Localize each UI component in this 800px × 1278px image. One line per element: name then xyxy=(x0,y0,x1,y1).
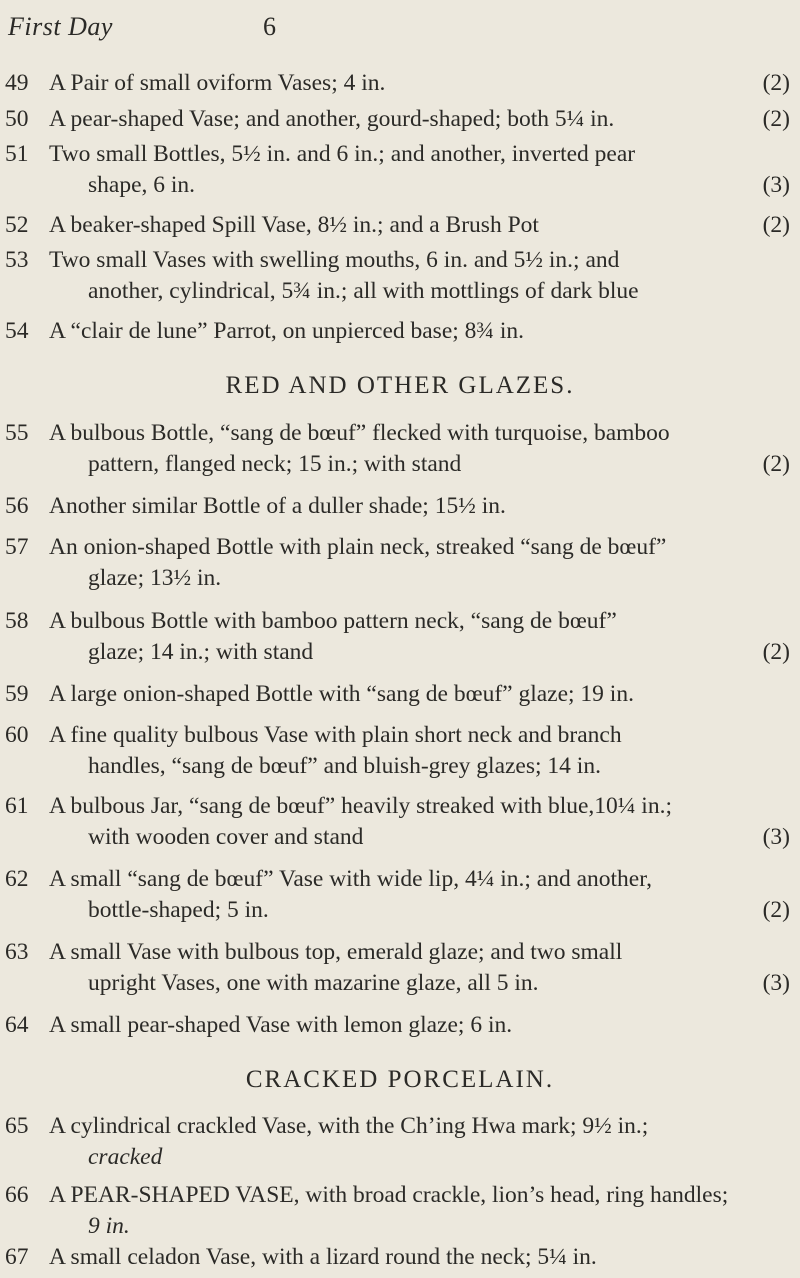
lot-description: Two small Bottles, 5½ in. and 6 in.; and another, inverted pear xyxy=(49,141,636,167)
lot-number: 49 xyxy=(5,70,29,96)
lot-number: 67 xyxy=(5,1244,29,1270)
lot-number: 54 xyxy=(5,318,29,344)
lot-description-continued: glaze; 14 in.; with stand xyxy=(88,639,314,665)
lot-description: A large onion-shaped Bottle with “sang de bœuf” glaze; 19 in. xyxy=(49,681,634,707)
lot-number: 61 xyxy=(5,793,29,819)
lot-description: Another similar Bottle of a duller shade; 15½ in. xyxy=(49,493,506,519)
lot-description: An onion-shaped Bottle with plain neck, streaked “sang de bœuf” xyxy=(49,534,667,560)
lot-number: 64 xyxy=(5,1012,29,1038)
lot-description-continued: cracked xyxy=(88,1144,163,1170)
page-title: First Day xyxy=(8,12,113,41)
lot-description: A cylindrical crackled Vase, with the Ch’ing Hwa mark; 9½ in.; xyxy=(49,1113,649,1139)
lot-quantity: (2) xyxy=(762,897,790,923)
section-heading-cracked-porcelain: CRACKED PORCELAIN. xyxy=(245,1066,555,1093)
lot-number: 53 xyxy=(5,247,29,273)
lot-number: 55 xyxy=(5,420,29,446)
lot-number: 58 xyxy=(5,608,29,634)
lot-description: A beaker-shaped Spill Vase, 8½ in.; and a Brush Pot xyxy=(49,212,539,238)
lot-description: A “clair de lune” Parrot, on unpierced base; 8¾ in. xyxy=(49,318,525,344)
lot-description-continued: handles, “sang de bœuf” and bluish-grey glazes; 14 in. xyxy=(88,753,601,779)
lot-quantity: (2) xyxy=(762,451,790,477)
lot-number: 65 xyxy=(5,1113,29,1139)
lot-quantity: (3) xyxy=(762,824,790,850)
page-number: 6 xyxy=(263,12,277,41)
lot-quantity: (3) xyxy=(762,172,790,198)
lot-number: 57 xyxy=(5,534,29,560)
lot-quantity: (2) xyxy=(762,106,790,132)
lot-description-continued: 9 in. xyxy=(88,1213,130,1239)
lot-number: 66 xyxy=(5,1182,29,1208)
lot-description-continued: glaze; 13½ in. xyxy=(88,565,222,591)
lot-description: A PEAR-SHAPED VASE, with broad crackle, lion’s head, ring handles; xyxy=(49,1182,729,1208)
lot-description: A pear-shaped Vase; and another, gourd-shaped; both 5¼ in. xyxy=(49,106,615,132)
lot-number: 51 xyxy=(5,141,29,167)
lot-description-continued: with wooden cover and stand xyxy=(88,824,364,850)
lot-number: 52 xyxy=(5,212,29,238)
lot-number: 56 xyxy=(5,493,29,519)
lot-description: A bulbous Bottle, “sang de bœuf” flecked with turquoise, bamboo xyxy=(49,420,670,446)
lot-quantity: (3) xyxy=(762,970,790,996)
lot-description: A fine quality bulbous Vase with plain short neck and branch xyxy=(49,722,622,748)
lot-number: 50 xyxy=(5,106,29,132)
lot-number: 60 xyxy=(5,722,29,748)
lot-description-continued: another, cylindrical, 5¾ in.; all with mottlings of dark blue xyxy=(88,278,639,304)
lot-description-continued: pattern, flanged neck; 15 in.; with stand xyxy=(88,451,462,477)
lot-description: A small celadon Vase, with a lizard round the neck; 5¼ in. xyxy=(49,1244,597,1270)
lot-number: 59 xyxy=(5,681,29,707)
lot-description: A bulbous Bottle with bamboo pattern neck, “sang de bœuf” xyxy=(49,608,617,634)
lot-description-continued: shape, 6 in. xyxy=(88,172,196,198)
page-header xyxy=(8,12,277,42)
lot-description: A bulbous Jar, “sang de bœuf” heavily streaked with blue,10¼ in.; xyxy=(49,793,672,819)
lot-quantity: (2) xyxy=(762,639,790,665)
lot-number: 63 xyxy=(5,939,29,965)
lot-description-continued: bottle-shaped; 5 in. xyxy=(88,897,269,923)
lot-description: A Pair of small oviform Vases; 4 in. xyxy=(49,70,386,96)
lot-quantity: (2) xyxy=(762,70,790,96)
lot-description: Two small Vases with swelling mouths, 6 in. and 5½ in.; and xyxy=(49,247,620,273)
section-heading-red-glazes: RED AND OTHER GLAZES. xyxy=(225,372,575,399)
lot-description: A small pear-shaped Vase with lemon glaze; 6 in. xyxy=(49,1012,513,1038)
lot-quantity: (2) xyxy=(762,212,790,238)
lot-number: 62 xyxy=(5,866,29,892)
lot-description: A small Vase with bulbous top, emerald glaze; and two small xyxy=(49,939,623,965)
lot-description: A small “sang de bœuf” Vase with wide lip, 4¼ in.; and another, xyxy=(49,866,652,892)
lot-description-continued: upright Vases, one with mazarine glaze, all 5 in. xyxy=(88,970,539,996)
